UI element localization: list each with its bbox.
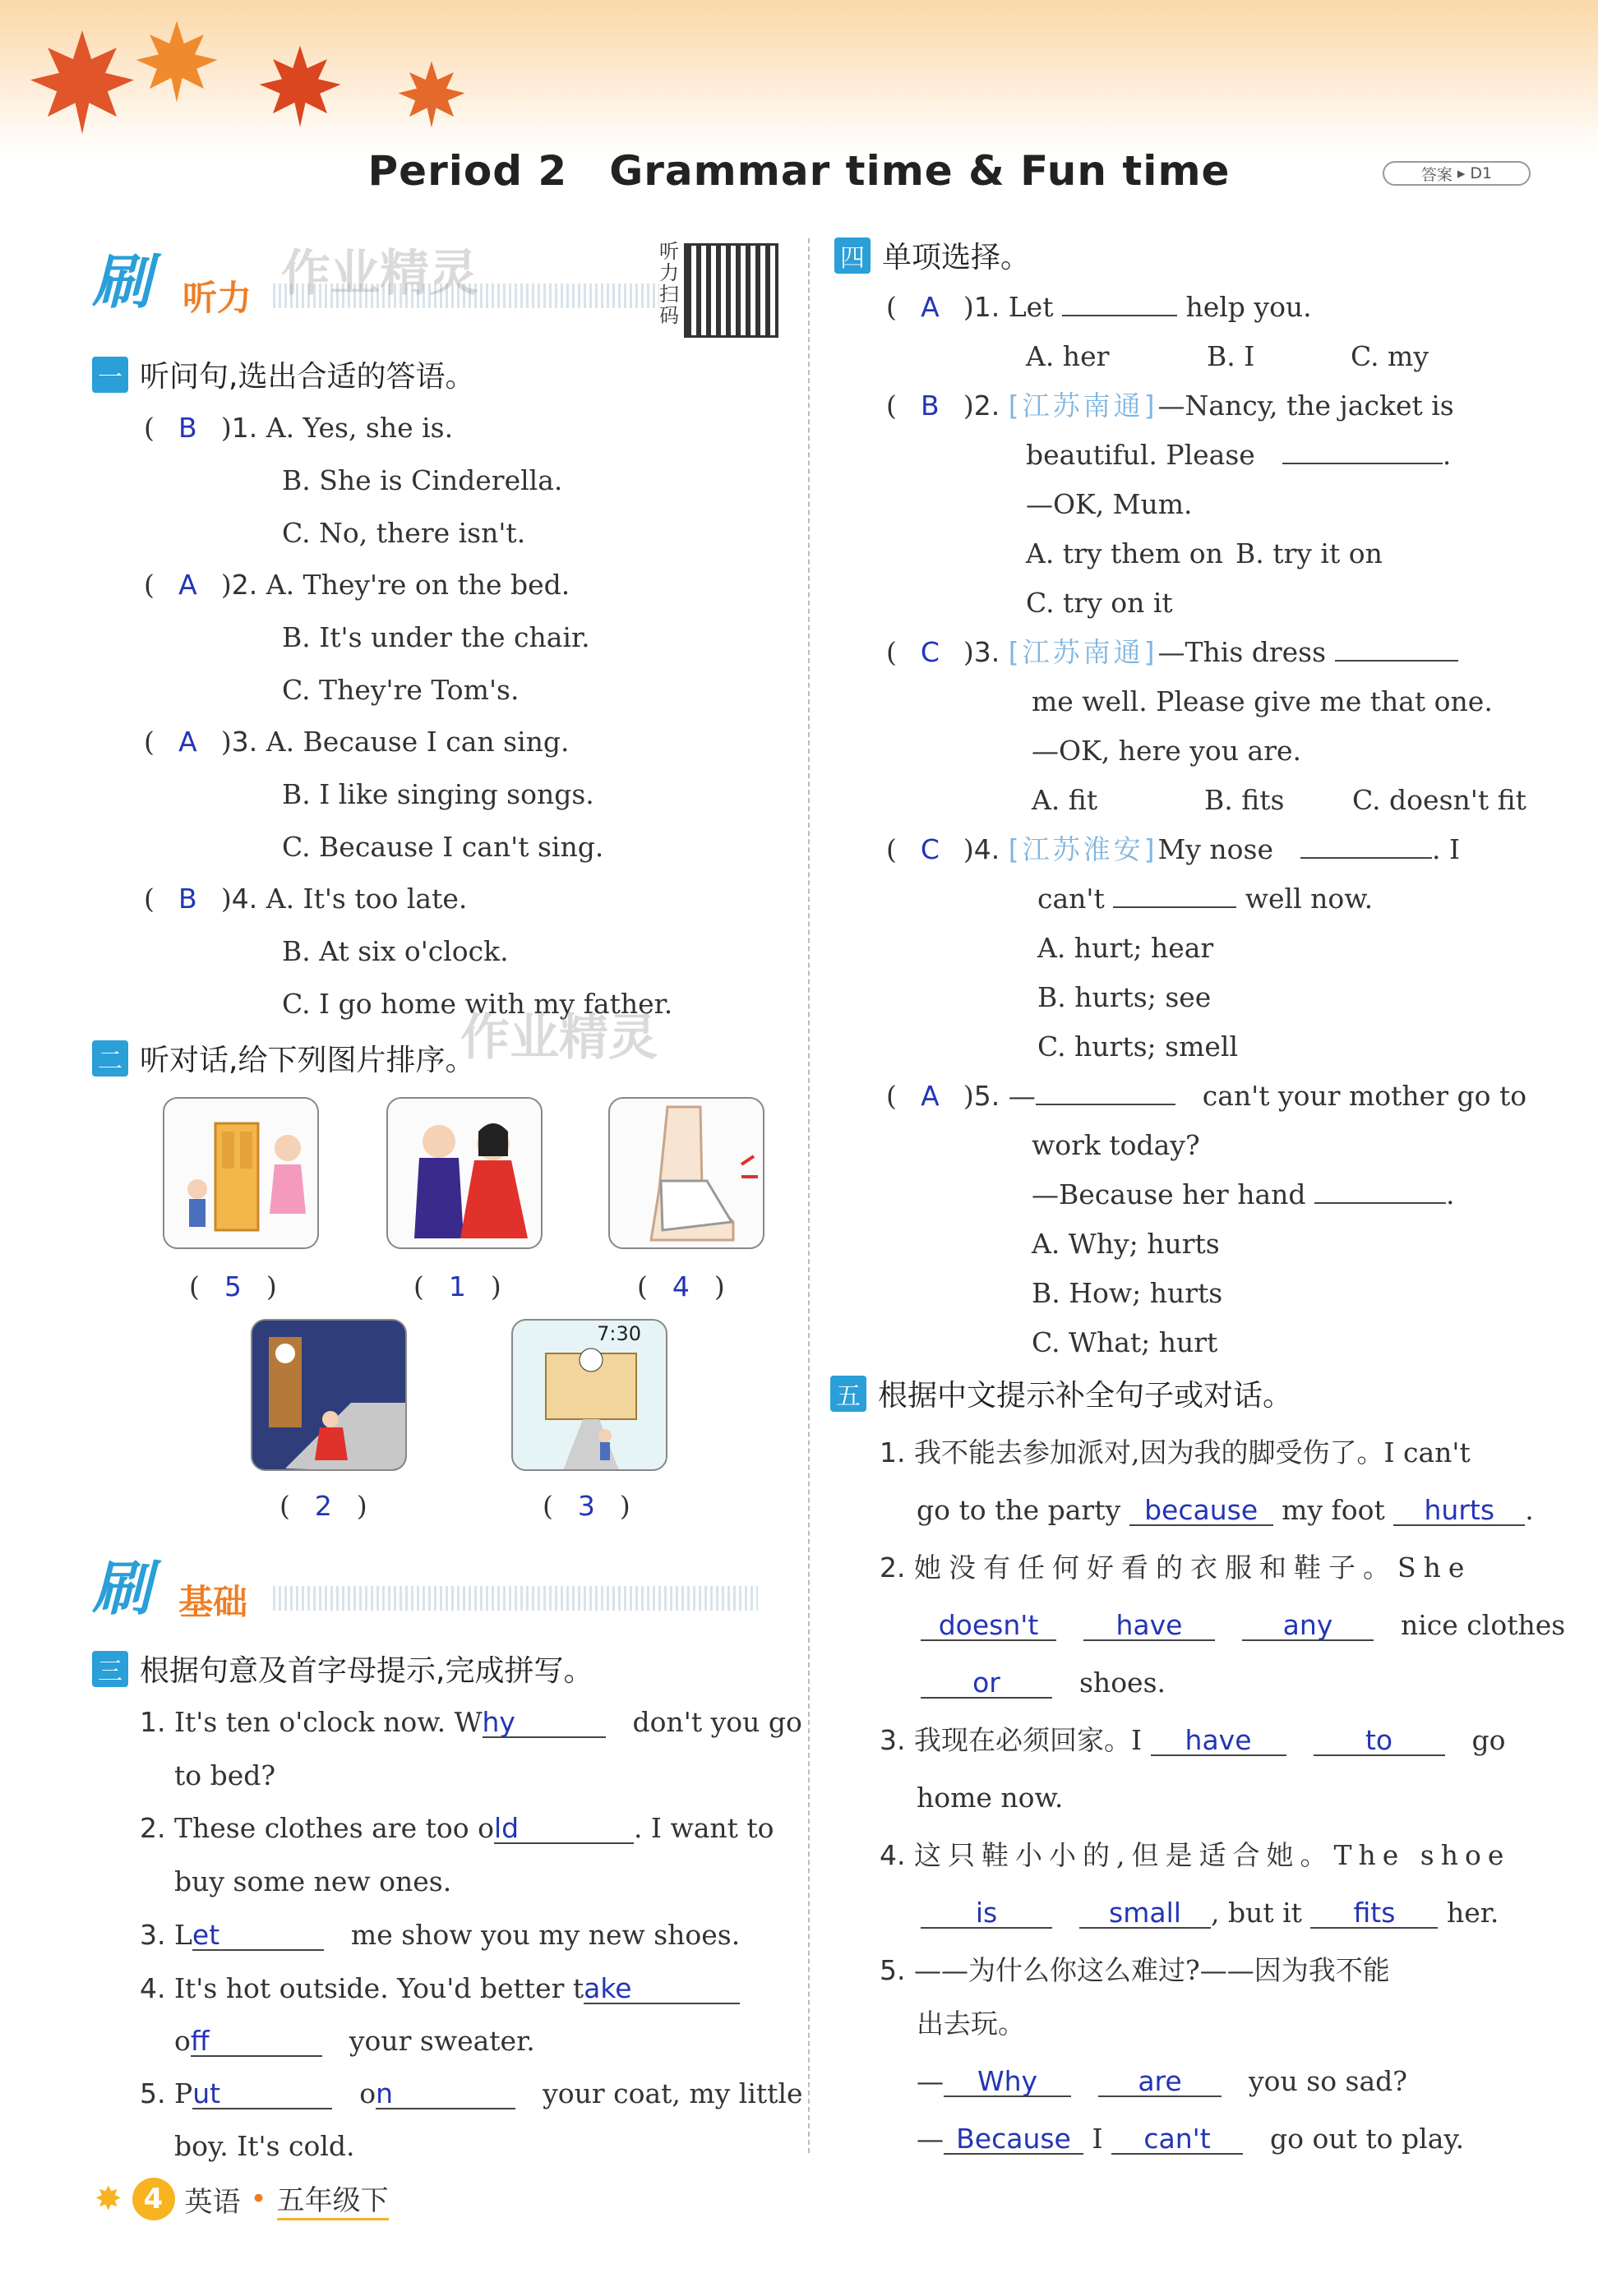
spelling-q2 bbox=[140, 1814, 774, 1844]
text: 她没有任何好看的衣服和鞋子。She bbox=[914, 1551, 1472, 1584]
item-number: 2. bbox=[140, 1812, 166, 1844]
item-number: 2. bbox=[231, 569, 258, 601]
listening-banner bbox=[92, 234, 783, 325]
section-title: 听问句,选出合适的答语。 bbox=[140, 360, 475, 394]
answer[interactable]: A bbox=[178, 726, 197, 758]
text: your sweater. bbox=[349, 2025, 535, 2057]
option: B. I bbox=[1207, 340, 1255, 372]
text: go out to play. bbox=[1270, 2123, 1465, 2155]
text: P bbox=[174, 2077, 193, 2109]
text: don't you go bbox=[632, 1706, 802, 1738]
answer[interactable]: 3 bbox=[577, 1490, 595, 1522]
pic-2-answer-line: ( 1 ) bbox=[413, 1270, 501, 1302]
text: o bbox=[359, 2077, 376, 2109]
completion-q1-line2: go to the party because my foot hurts . bbox=[917, 1494, 1534, 1526]
spelling-fill[interactable]: ff bbox=[191, 2027, 322, 2057]
listening-label: 听力 bbox=[182, 278, 252, 318]
text: o bbox=[174, 2025, 191, 2057]
mcq-4-line2 bbox=[1037, 884, 1373, 914]
option: B. How; hurts bbox=[1032, 1277, 1223, 1309]
brush-char: 刷 bbox=[92, 247, 152, 316]
text: —Because her hand bbox=[1032, 1178, 1306, 1210]
maple-leaf-icon bbox=[395, 58, 469, 131]
blank bbox=[1282, 463, 1443, 464]
blank bbox=[1335, 660, 1458, 662]
answer-badge bbox=[1383, 161, 1531, 186]
answer[interactable]: B bbox=[178, 412, 197, 444]
source-tag: [江苏南通] bbox=[1008, 390, 1158, 422]
option-c: C. No, there isn't. bbox=[282, 517, 526, 549]
answer-fill[interactable]: any bbox=[1242, 1611, 1374, 1641]
maple-leaf-icon bbox=[255, 41, 345, 131]
option: C. my bbox=[1351, 340, 1429, 372]
answer-fill[interactable]: to bbox=[1314, 1727, 1445, 1756]
option: A. fit bbox=[1032, 784, 1098, 816]
completion-q2-line2 bbox=[921, 1611, 1565, 1641]
text: . I want to bbox=[633, 1812, 774, 1844]
play-icon: ▸ bbox=[1457, 164, 1466, 182]
text: go to the party bbox=[917, 1494, 1121, 1526]
picture-bandaged-foot bbox=[608, 1097, 764, 1249]
text: —OK, here you are. bbox=[1032, 735, 1301, 767]
text: home now. bbox=[917, 1782, 1064, 1814]
text: 我现在必须回家。I bbox=[914, 1724, 1143, 1756]
mcq-5-line3: —Because her hand . bbox=[1032, 1178, 1455, 1210]
section-4-heading bbox=[834, 234, 1030, 276]
section-2-heading bbox=[92, 1037, 474, 1079]
answer[interactable]: 1 bbox=[448, 1270, 466, 1302]
section-title: 根据句意及首字母提示,完成拼写。 bbox=[140, 1654, 593, 1688]
text: can't bbox=[1037, 883, 1105, 915]
basics-banner bbox=[92, 1541, 783, 1631]
option-b: B. I like singing songs. bbox=[282, 778, 594, 810]
text: It's hot outside. You'd better t bbox=[174, 1972, 584, 2004]
top-banner bbox=[0, 0, 1598, 156]
item-number: 4. bbox=[973, 833, 1000, 865]
answer[interactable]: B bbox=[921, 390, 940, 422]
mcq-1: ( A )1. Let help you. bbox=[886, 291, 1312, 323]
option: C. doesn't fit bbox=[1352, 784, 1526, 816]
completion-q4-line2 bbox=[921, 1898, 1499, 1929]
option-c: C. Because I can't sing. bbox=[282, 831, 604, 863]
picture-school-clock bbox=[511, 1319, 667, 1471]
spelling-q4-line2 bbox=[174, 2026, 535, 2057]
completion-q3 bbox=[880, 1726, 1506, 1756]
option-a: A. Because I can sing. bbox=[266, 726, 570, 758]
answer-badge-label: 答案 bbox=[1420, 165, 1453, 184]
spelling-q1 bbox=[140, 1708, 802, 1738]
option-a: A. They're on the bed. bbox=[266, 569, 570, 601]
item-number: 4. bbox=[231, 883, 258, 915]
answer-fill[interactable]: or bbox=[921, 1669, 1052, 1699]
item-number: 4. bbox=[880, 1839, 906, 1871]
item-number: 3. bbox=[140, 1919, 166, 1951]
spelling-fill[interactable]: ake bbox=[584, 1975, 740, 2004]
option: A. hurt; hear bbox=[1037, 932, 1214, 964]
text: nice clothes bbox=[1401, 1609, 1566, 1641]
answer-fill[interactable]: Because bbox=[944, 2125, 1083, 2155]
spelling-fill[interactable]: ld bbox=[494, 1814, 634, 1844]
answer-fill[interactable]: because bbox=[1129, 1496, 1273, 1526]
maple-leaf-icon bbox=[132, 16, 222, 107]
text: , but it bbox=[1211, 1897, 1302, 1929]
answer[interactable]: 2 bbox=[314, 1490, 332, 1522]
item-number: 2. bbox=[973, 390, 1000, 422]
source-tag: [江苏淮安] bbox=[1008, 833, 1158, 865]
stripe bbox=[273, 1586, 758, 1611]
grade-label: 五年级下 bbox=[277, 2178, 389, 2220]
completion-q4 bbox=[880, 1841, 1510, 1870]
listening-item-4: ( B )4. A. It's too late. B. At six o'clock. C. I go home with my father. bbox=[144, 883, 673, 1020]
watermark: 作业精灵 bbox=[281, 245, 478, 302]
item-number: 5. bbox=[973, 1080, 1000, 1112]
mcq-3: ( C )3. [江苏南通]—This dress bbox=[886, 638, 1458, 667]
section-3-heading bbox=[92, 1648, 593, 1690]
option-c: C. I go home with my father. bbox=[282, 988, 673, 1020]
pic-4-answer-line: ( 2 ) bbox=[279, 1490, 367, 1522]
text: well now. bbox=[1245, 883, 1374, 915]
option-a: A. It's too late. bbox=[266, 883, 468, 915]
answer-fill[interactable]: is bbox=[921, 1899, 1052, 1929]
clock-time: 7:30 bbox=[597, 1322, 641, 1345]
option: B. try it on bbox=[1235, 537, 1383, 569]
text: go bbox=[1471, 1724, 1506, 1756]
answer[interactable]: B bbox=[178, 883, 197, 915]
text: These clothes are too o bbox=[174, 1812, 494, 1844]
text: My nose bbox=[1157, 833, 1274, 865]
completion-q5 bbox=[880, 1956, 1390, 1985]
answer-fill[interactable]: have bbox=[1083, 1611, 1215, 1641]
item-number: 3. bbox=[880, 1724, 906, 1756]
answer[interactable]: A bbox=[921, 291, 940, 323]
brush-char: 刷 bbox=[92, 1554, 152, 1623]
blank bbox=[1300, 857, 1432, 859]
option: A. try them on bbox=[1026, 537, 1223, 569]
item-number: 1. bbox=[973, 291, 1000, 323]
section-number: 四 bbox=[834, 237, 871, 274]
spelling-fill[interactable]: n bbox=[376, 2080, 515, 2109]
listening-item-1: ( B )1. A. Yes, she is. B. She is Cinderella. C. No, there isn't. bbox=[144, 412, 563, 549]
answer[interactable]: 4 bbox=[672, 1270, 690, 1302]
option-b: B. It's under the chair. bbox=[282, 621, 590, 653]
section-title: 听对话,给下列图片排序。 bbox=[140, 1044, 475, 1077]
picture-prince-princess bbox=[386, 1097, 543, 1249]
picture-stairs-night bbox=[251, 1319, 407, 1471]
text: me show you my new shoes. bbox=[350, 1919, 741, 1951]
completion-q1 bbox=[880, 1438, 1471, 1468]
mcq-4: ( C )4. [江苏淮安]My nose . I bbox=[886, 833, 1461, 865]
text: 出去玩。 bbox=[917, 2008, 1025, 2040]
section-number: 一 bbox=[92, 357, 128, 393]
option: C. hurts; smell bbox=[1037, 1030, 1239, 1063]
item-number: 4. bbox=[140, 1972, 166, 2004]
mcq-3-options bbox=[1032, 786, 1526, 815]
blank bbox=[1314, 1202, 1446, 1204]
text: —OK, Mum. bbox=[1026, 488, 1193, 520]
text: buy some new ones. bbox=[174, 1865, 452, 1897]
answer[interactable]: A bbox=[921, 1080, 940, 1112]
blank bbox=[1062, 315, 1177, 316]
spelling-fill[interactable]: et bbox=[192, 1921, 324, 1951]
answer[interactable]: A bbox=[178, 569, 197, 601]
text: you so sad? bbox=[1249, 2065, 1407, 2097]
answer-fill[interactable]: fits bbox=[1310, 1899, 1438, 1929]
item-number: 1. bbox=[231, 412, 258, 444]
page-title: Period 2 Grammar time & Fun time bbox=[367, 147, 1231, 195]
answer-fill[interactable]: can't bbox=[1111, 2125, 1243, 2155]
answer-fill[interactable]: hurts bbox=[1393, 1496, 1525, 1526]
spelling-q3 bbox=[140, 1920, 740, 1951]
text: to bed? bbox=[174, 1759, 276, 1791]
option-a: A. Yes, she is. bbox=[266, 412, 454, 444]
text: can't your mother go to bbox=[1202, 1080, 1527, 1112]
section-number: 五 bbox=[830, 1376, 866, 1412]
picture-door-girl bbox=[163, 1097, 319, 1249]
text: I bbox=[1092, 2123, 1103, 2155]
item-number: 5. bbox=[140, 2077, 166, 2109]
answer-fill[interactable]: have bbox=[1151, 1727, 1286, 1756]
spelling-q4 bbox=[140, 1974, 740, 2004]
answer-fill[interactable]: Why bbox=[944, 2068, 1071, 2097]
answer[interactable]: C bbox=[920, 636, 940, 668]
answer-fill[interactable]: are bbox=[1098, 2068, 1222, 2097]
text: 我不能去参加派对,因为我的脚受伤了。I can't bbox=[914, 1436, 1471, 1468]
option-b: B. At six o'clock. bbox=[282, 935, 509, 967]
item-number: 5. bbox=[880, 1954, 906, 1986]
text: —Nancy, the jacket is bbox=[1157, 390, 1454, 422]
answer-page: D1 bbox=[1470, 164, 1493, 182]
dot-separator: • bbox=[250, 2183, 267, 2215]
option: B. hurts; see bbox=[1037, 981, 1212, 1013]
pic-1-answer-line: ( 5 ) bbox=[189, 1270, 277, 1302]
completion-q5-line3: — Why are you so sad? bbox=[917, 2065, 1407, 2097]
section-title: 单项选择。 bbox=[882, 241, 1031, 274]
option: A. her bbox=[1026, 340, 1110, 372]
spelling-fill[interactable]: ut bbox=[192, 2080, 332, 2109]
item-number: 2. bbox=[880, 1551, 906, 1584]
page-number: 4 bbox=[132, 2178, 175, 2220]
section-number: 三 bbox=[92, 1651, 128, 1687]
text: . I bbox=[1432, 833, 1461, 865]
spelling-fill[interactable]: hy bbox=[483, 1708, 606, 1738]
text: work today? bbox=[1032, 1129, 1200, 1161]
option: A. Why; hurts bbox=[1032, 1228, 1220, 1260]
text: ——为什么你这么难过?——因为我不能 bbox=[914, 1954, 1390, 1986]
spelling-q5 bbox=[140, 2079, 803, 2109]
text: shoes. bbox=[1079, 1667, 1166, 1699]
option-c: C. They're Tom's. bbox=[282, 674, 520, 706]
source-tag: [江苏南通] bbox=[1008, 636, 1158, 668]
pic-3-answer-line: ( 4 ) bbox=[637, 1270, 725, 1302]
text: help you. bbox=[1185, 291, 1312, 323]
column-divider bbox=[808, 238, 810, 2153]
maple-leaf-icon bbox=[25, 25, 140, 140]
text: It's ten o'clock now. W bbox=[174, 1706, 483, 1738]
text: me well. Please give me that one. bbox=[1032, 685, 1493, 717]
text: boy. It's cold. bbox=[174, 2130, 355, 2162]
blank bbox=[1036, 1104, 1175, 1105]
item-number: 1. bbox=[880, 1436, 906, 1468]
section-5-heading bbox=[830, 1372, 1292, 1414]
basics-label: 基础 bbox=[178, 1582, 248, 1622]
completion-q2 bbox=[880, 1553, 1471, 1583]
text: her. bbox=[1446, 1897, 1499, 1929]
text: Let bbox=[1008, 291, 1054, 323]
qr-label: 听力扫码 bbox=[659, 240, 679, 327]
listening-item-3: ( A )3. A. Because I can sing. B. I like singing songs. C. Because I can't sing. bbox=[144, 726, 604, 863]
option: C. try on it bbox=[1026, 587, 1173, 619]
qr-code-icon[interactable] bbox=[684, 243, 778, 338]
listening-item-2: ( A )2. A. They're on the bed. B. It's under the chair. C. They're Tom's. bbox=[144, 569, 590, 706]
text: beautiful. Please bbox=[1026, 439, 1255, 471]
mcq-2-options bbox=[1026, 539, 1383, 569]
text: 这只鞋小小的,但是适合她。The shoe bbox=[914, 1839, 1511, 1871]
answer-fill[interactable]: small bbox=[1079, 1899, 1211, 1929]
pic-5-answer-line: ( 3 ) bbox=[543, 1490, 630, 1522]
section-title: 根据中文提示补全句子或对话。 bbox=[878, 1379, 1293, 1413]
text: your coat, my little bbox=[543, 2077, 803, 2109]
text: my foot bbox=[1282, 1494, 1385, 1526]
completion-q5-line4: — Because I can't go out to play. bbox=[917, 2123, 1465, 2155]
answer-fill[interactable]: doesn't bbox=[921, 1611, 1056, 1641]
item-number: 1. bbox=[140, 1706, 166, 1738]
blank bbox=[1113, 906, 1236, 908]
mcq-2-line2: beautiful. Please . bbox=[1026, 439, 1452, 471]
text: L bbox=[174, 1919, 192, 1951]
option: B. fits bbox=[1204, 784, 1285, 816]
section-number: 二 bbox=[92, 1040, 128, 1077]
subject-label: 英语 bbox=[184, 2185, 241, 2219]
item-number: 3. bbox=[973, 636, 1000, 668]
section-1-heading bbox=[92, 353, 474, 395]
option-b: B. She is Cinderella. bbox=[282, 464, 563, 496]
completion-q2-line3 bbox=[921, 1668, 1166, 1699]
answer[interactable]: C bbox=[920, 833, 940, 865]
mcq-5: ( A )5. — can't your mother go to bbox=[886, 1080, 1527, 1112]
mcq-2: ( B )2. [江苏南通]—Nancy, the jacket is bbox=[886, 390, 1454, 422]
watermark: 作业精灵 bbox=[460, 1009, 658, 1067]
option: C. What; hurt bbox=[1032, 1326, 1218, 1358]
mcq-1-options bbox=[1026, 342, 1429, 371]
text: —This dress bbox=[1157, 636, 1327, 668]
answer[interactable]: 5 bbox=[224, 1270, 242, 1302]
item-number: 3. bbox=[231, 726, 258, 758]
page-footer bbox=[95, 2178, 389, 2220]
star-icon: ✸ bbox=[95, 2180, 122, 2218]
